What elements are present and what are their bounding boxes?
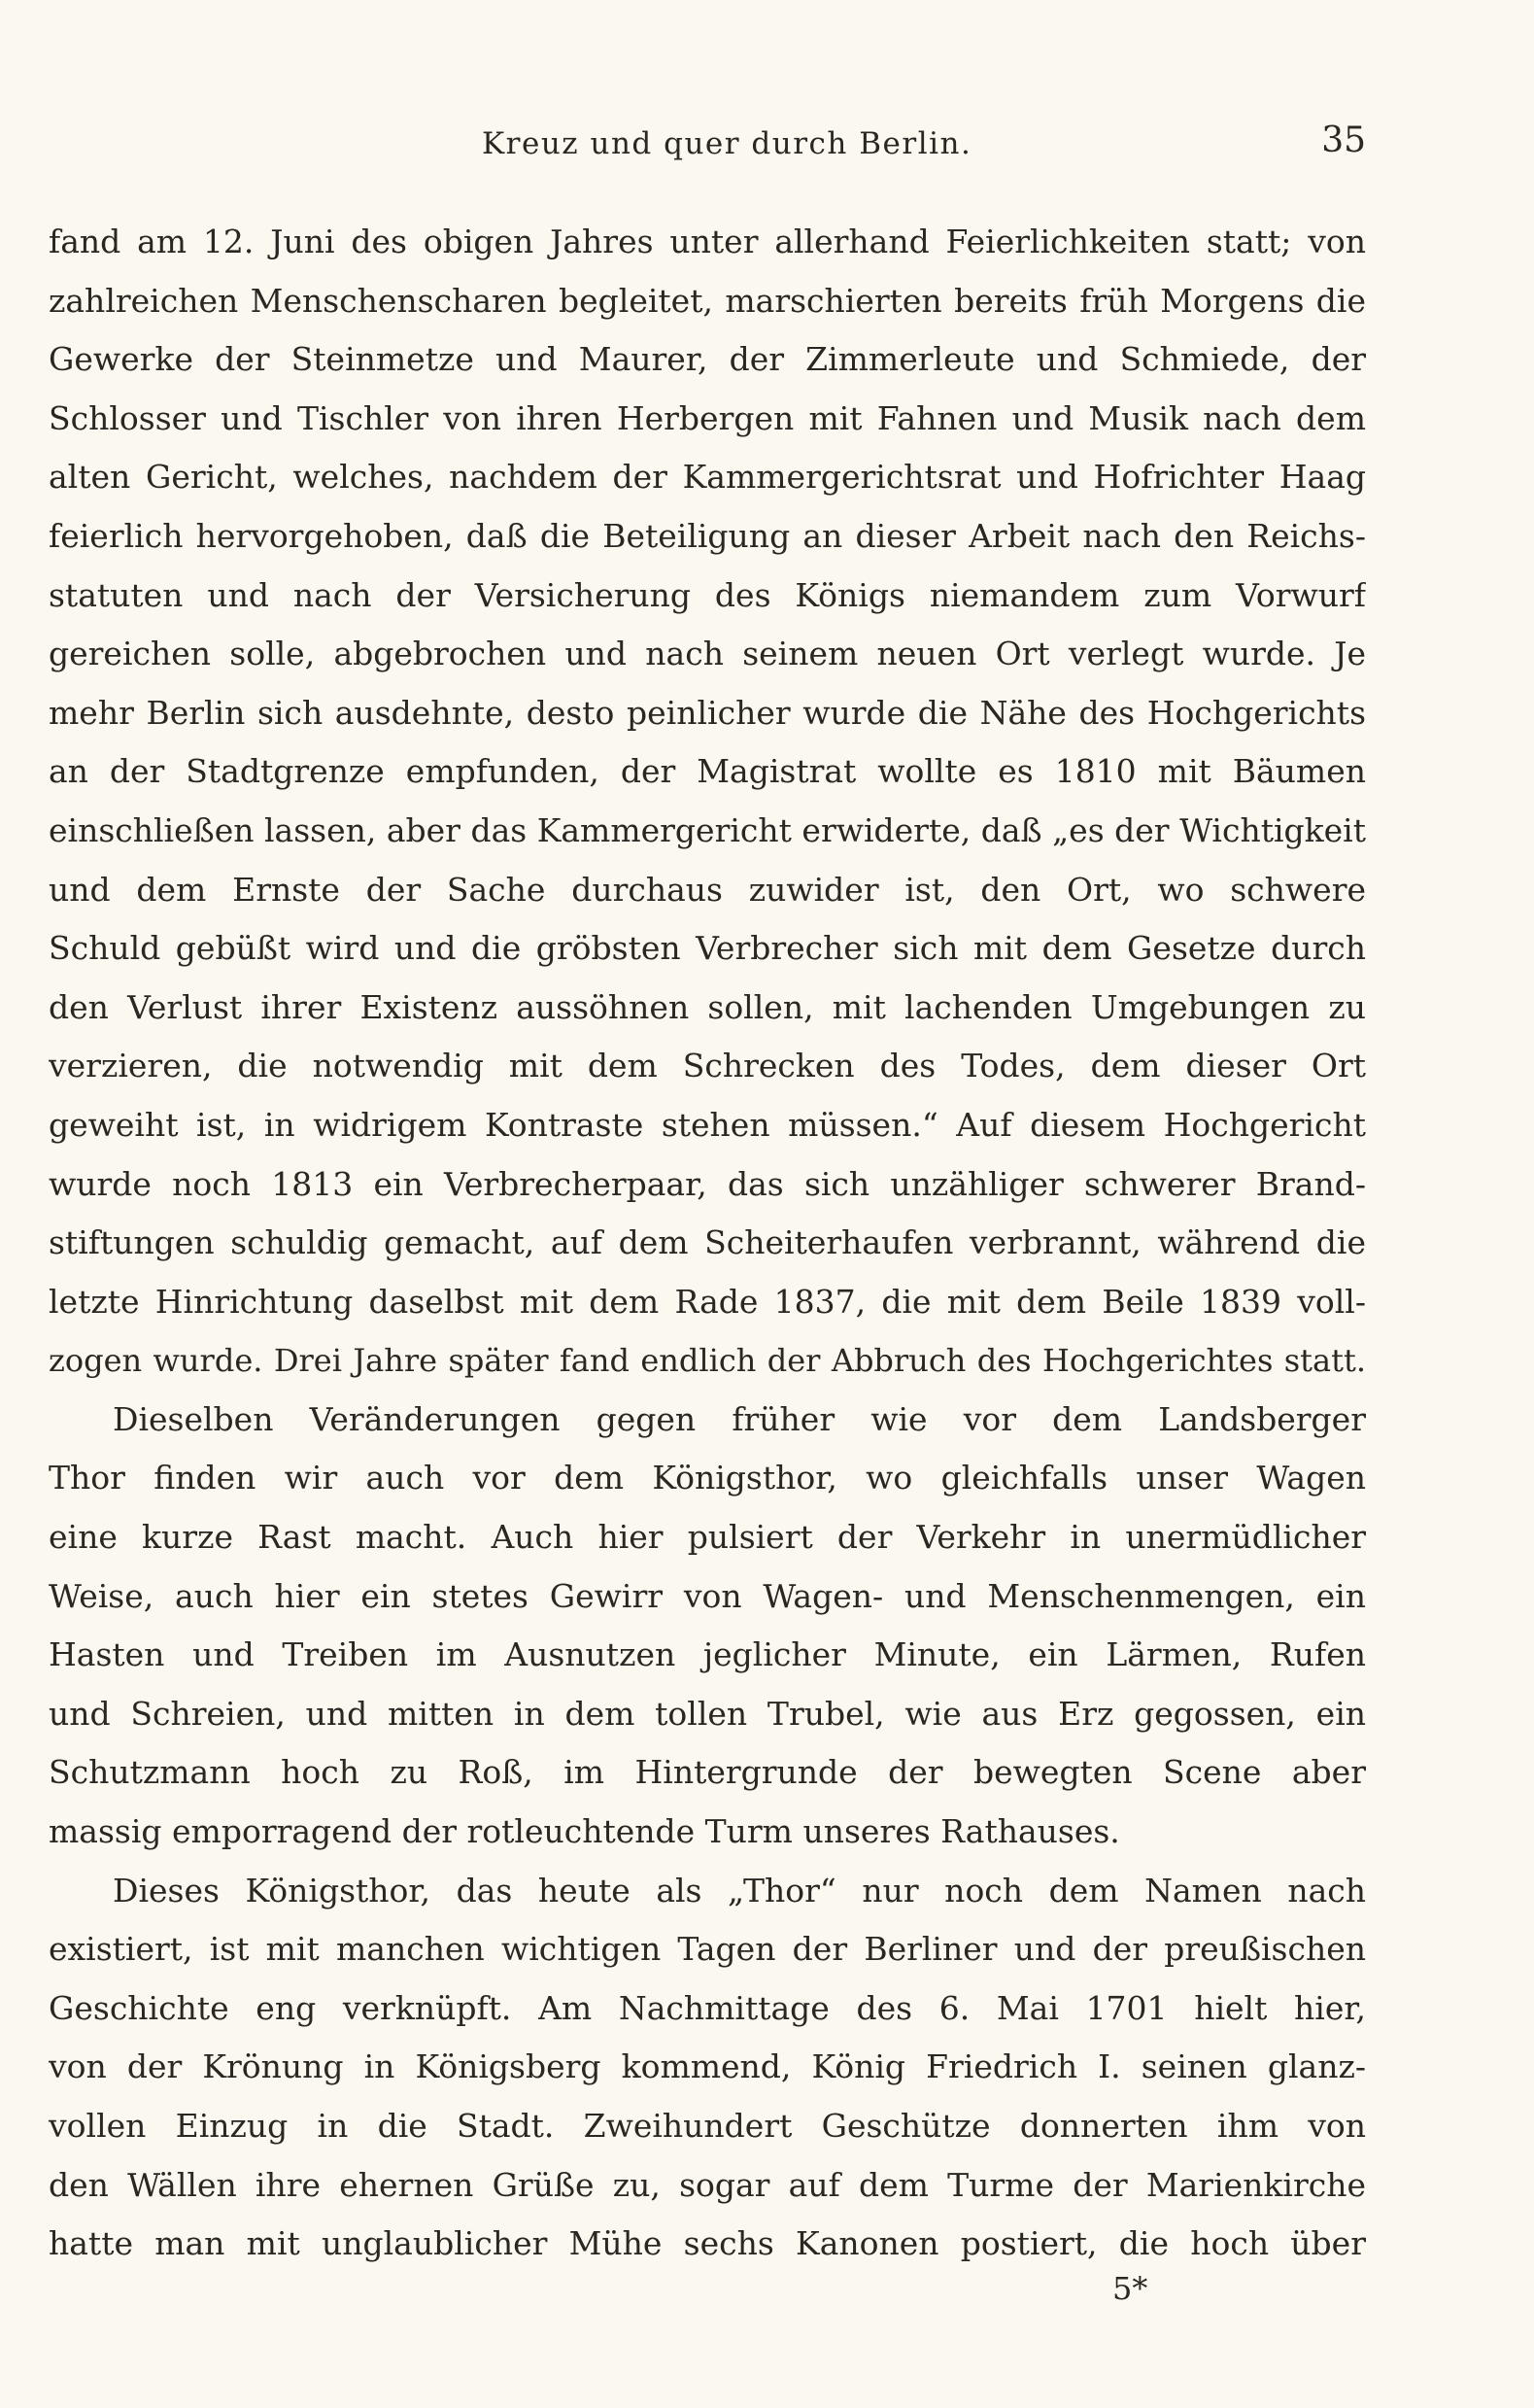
text-line: zogen wurde. Drei Jahre später fand endlich der Abbruch des Hochgerichtes statt. (49, 1342, 1366, 1380)
text-line: massig emporragend der rotleuchtende Turm unseres Rathauses. (49, 1812, 1120, 1851)
text-line: und dem Ernste der Sache durchaus zuwider ist, den Ort, wo schwere (49, 870, 1366, 909)
text-line: Dieselben Veränderungen gegen früher wie vor dem Landsberger (113, 1399, 1366, 1438)
text-line: feierlich hervorgehoben, daß die Beteiligung an dieser Arbeit nach den Reichs- (49, 516, 1366, 555)
text-line: Hasten und Treiben im Ausnutzen jeglicher Minute, ein Lärmen, Rufen (49, 1635, 1366, 1674)
running-head: Kreuz und quer durch Berlin. (482, 126, 972, 161)
text-line: Thor finden wir auch vor dem Königsthor, wo gleichfalls unser Wagen (49, 1459, 1366, 1497)
text-line: den Wällen ihre ehernen Grüße zu, sogar auf dem Turme der Marienkirche (49, 2165, 1366, 2204)
page-number: 35 (1321, 120, 1366, 160)
text-line: gereichen solle, abgebrochen und nach seinem neuen Ort verlegt wurde. Je (49, 635, 1366, 673)
text-line: Gewerke der Steinmetze und Maurer, der Zimmerleute und Schmiede, der (49, 340, 1366, 379)
text-line: an der Stadtgrenze empfunden, der Magistrat wollte es 1810 mit Bäumen (49, 752, 1366, 791)
text-line: zahlreichen Menschenscharen begleitet, marschierten bereits früh Morgens die (49, 281, 1366, 320)
text-line: stiftungen schuldig gemacht, auf dem Scheiterhaufen verbrannt, während die (49, 1223, 1366, 1262)
text-line: eine kurze Rast macht. Auch hier pulsiert der Verkehr in unermüdlicher (49, 1518, 1366, 1557)
text-line: Schlosser und Tischler von ihren Herbergen mit Fahnen und Musik nach dem (49, 398, 1366, 437)
page-header (482, 120, 1366, 175)
text-line: den Verlust ihrer Existenz aussöhnen sollen, mit lachenden Umgebungen zu (49, 987, 1366, 1026)
text-line: Schutzmann hoch zu Roß, im Hintergrunde der bewegten Scene aber (49, 1753, 1366, 1792)
text-line: alten Gericht, welches, nachdem der Kammergerichtsrat und Hofrichter Haag (49, 458, 1366, 497)
text-line: einschließen lassen, aber das Kammergericht erwiderte, daß „es der Wichtigkeit (49, 810, 1366, 849)
signature-mark: 5* (1112, 2270, 1148, 2307)
text-line: mehr Berlin sich ausdehnte, desto peinlicher wurde die Nähe des Hochgerichts (49, 693, 1366, 732)
text-line: hatte man mit unglaublicher Mühe sechs Kanonen postiert, die hoch über (49, 2224, 1366, 2263)
text-line: geweiht ist, in widrigem Kontraste stehen müssen.“ Auf diesem Hochgericht (49, 1105, 1366, 1144)
text-line: fand am 12. Juni des obigen Jahres unter allerhand Feierlichkeiten statt; von (49, 223, 1366, 260)
text-line: statuten und nach der Versicherung des Königs niemandem zum Vorwurf (49, 575, 1366, 614)
text-line: letzte Hinrichtung daselbst mit dem Rade 1837, die mit dem Beile 1839 voll- (49, 1282, 1366, 1321)
text-line: Weise, auch hier ein stetes Gewirr von Wagen- und Menschenmengen, ein (49, 1576, 1366, 1615)
text-line: Dieses Königsthor, das heute als „Thor“ nur noch dem Namen nach (113, 1871, 1366, 1909)
body-text (49, 213, 1366, 2274)
text-line: Schuld gebüßt wird und die gröbsten Verbrecher sich mit dem Gesetze durch (49, 929, 1366, 968)
text-line: vollen Einzug in die Stadt. Zweihundert Geschütze donnerten ihm von (49, 2107, 1366, 2145)
text-line: von der Krönung in Königsberg kommend, König Friedrich I. seinen glanz- (49, 2047, 1366, 2086)
text-line: und Schreien, und mitten in dem tollen Trubel, wie aus Erz gegossen, ein (49, 1694, 1366, 1733)
text-line: Geschichte eng verknüpft. Am Nachmittage des 6. Mai 1701 hielt hier, (49, 1988, 1366, 2027)
text-line: verzieren, die notwendig mit dem Schrecken des Todes, dem dieser Ort (49, 1047, 1366, 1085)
text-line: existiert, ist mit manchen wichtigen Tagen der Berliner und der preußischen (49, 1930, 1366, 1969)
text-line: wurde noch 1813 ein Verbrecherpaar, das sich unzähliger schwerer Brand- (49, 1164, 1366, 1203)
